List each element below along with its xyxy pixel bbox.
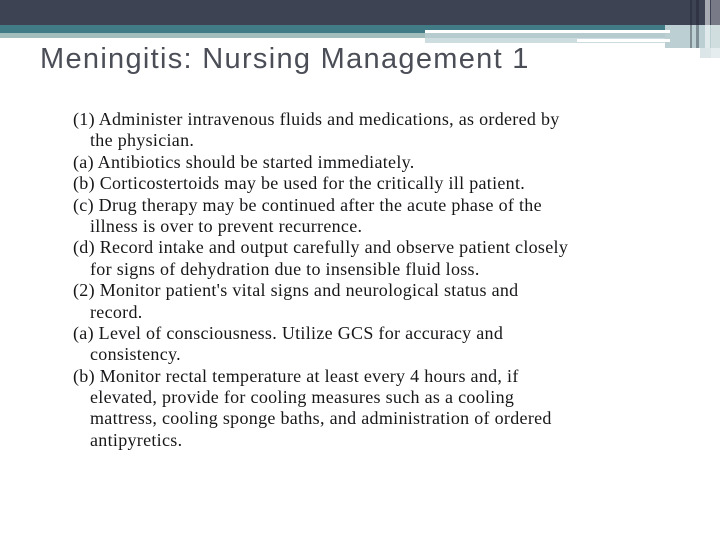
body-text-line: (c) Drug therapy may be continued after the acute phase of the [73, 194, 542, 215]
header-right-dark-stripe-1 [690, 0, 692, 48]
body-text-line: (b) Monitor rectal temperature at least every 4 hours and, if [73, 365, 519, 386]
body-text-line: (a) Antibiotics should be started immediately. [73, 151, 415, 172]
body-text-line: (d) Record intake and output carefully and observe patient closely [73, 237, 569, 258]
header-right-dark-stripe-2 [696, 0, 699, 48]
body-text-line: consistency. [90, 344, 181, 365]
body-text-line: elevated, provide for cooling measures such as a cooling [90, 387, 515, 408]
slide-title: Meningitis: Nursing Management 1 [40, 43, 530, 75]
body-text-line: (a) Level of consciousness. Utilize GCS for accuracy and [73, 322, 504, 343]
body-text-line: antipyretics. [90, 429, 183, 450]
body-text-line: (2) Monitor patient's vital signs and neurological status and [73, 280, 519, 301]
body-text-line: (1) Administer intravenous fluids and medications, as ordered by [73, 109, 560, 129]
header-right-light-stripe-1 [705, 0, 710, 48]
header-right-light-stripe-2 [711, 0, 720, 58]
body-text-line: (b) Corticostertoids may be used for the critically ill patient. [73, 173, 526, 194]
header-dark-bar [0, 0, 720, 25]
body-text-line: for signs of dehydration due to insensible fluid loss. [90, 258, 480, 279]
body-text-line: record. [90, 301, 143, 322]
body-text-line: the physician. [90, 130, 195, 151]
body-text-line: illness is over to prevent recurrence. [90, 215, 363, 236]
header-white-hairline-upper [425, 30, 670, 33]
slide-body [73, 109, 703, 451]
body-text-line: mattress, cooling sponge baths, and administration of ordered [90, 408, 552, 429]
